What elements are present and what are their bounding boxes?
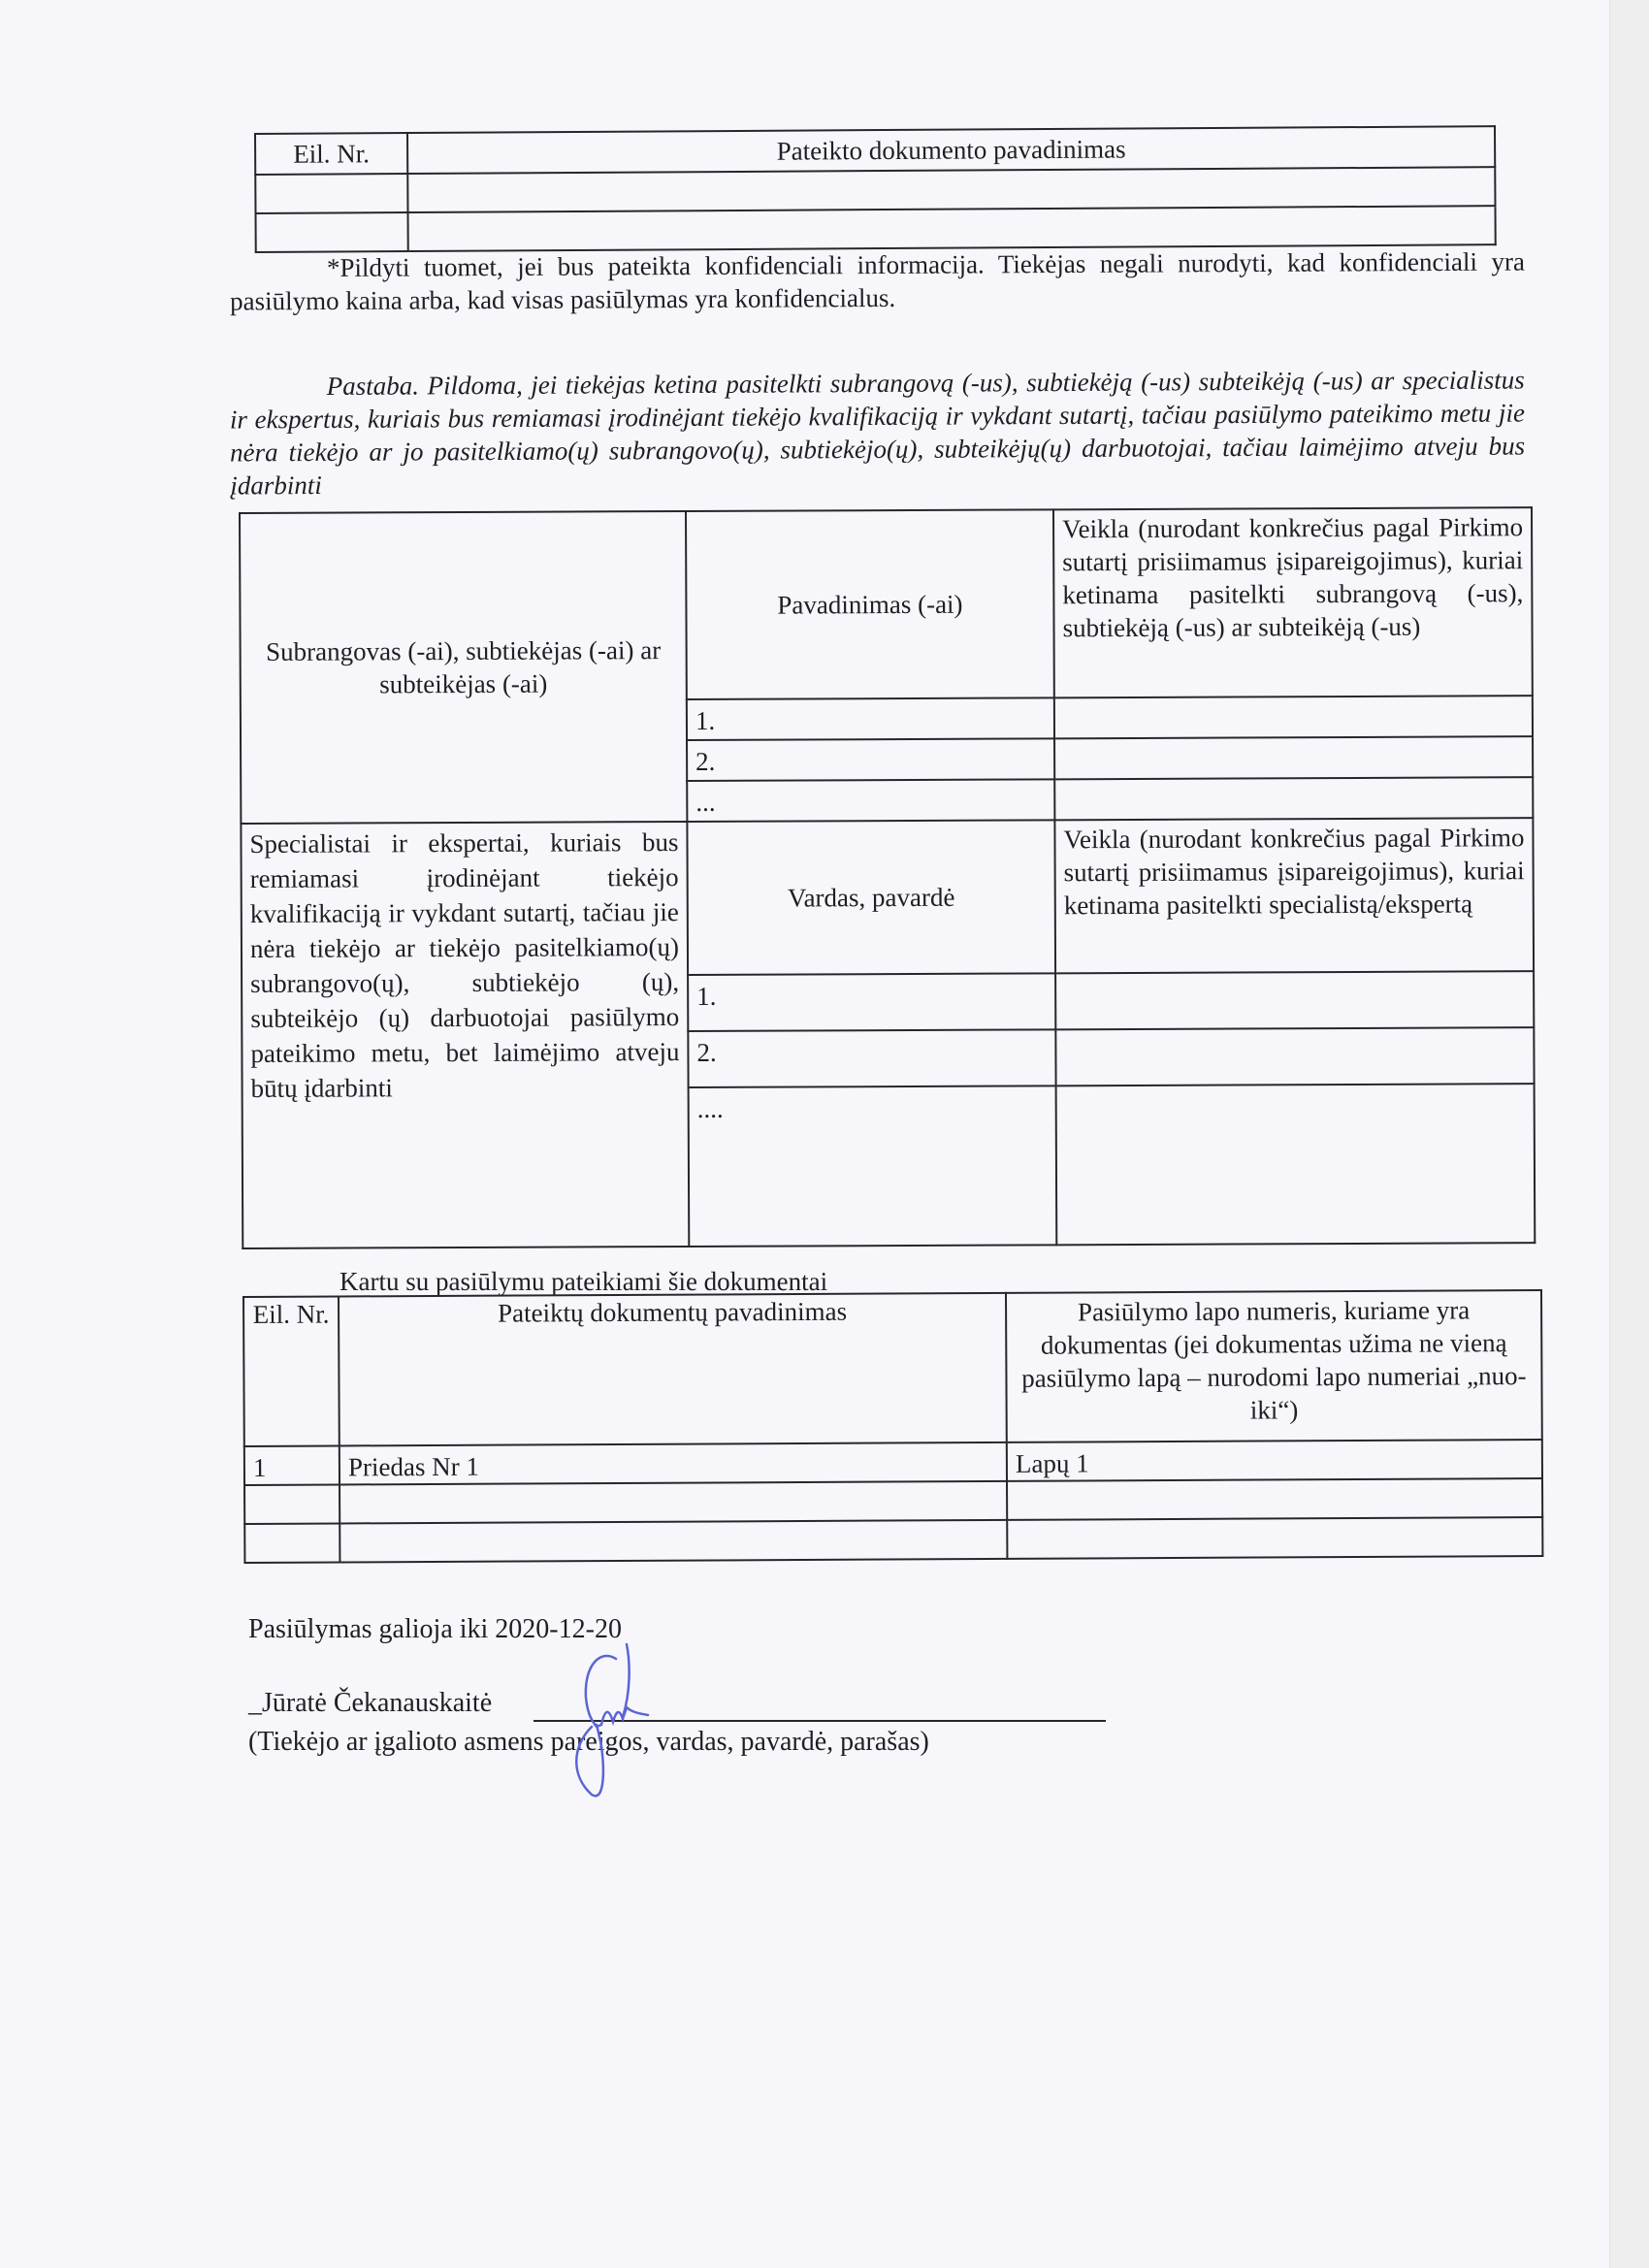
- subcontractor-header-row: [240, 507, 1533, 701]
- header-documents-name: Pateiktų dokumentų pavadinimas: [339, 1293, 1007, 1446]
- handwritten-signature-icon: [563, 1639, 698, 1804]
- header-eil-nr: Eil. Nr.: [243, 1296, 340, 1446]
- header-eil-nr: Eil. Nr.: [255, 133, 407, 175]
- cell-nr[interactable]: 1: [244, 1445, 340, 1485]
- submitted-documents-caption: Kartu su pasiūlymu pateikiami šie dokumentai: [340, 1267, 828, 1296]
- subcontractor-activity-cell[interactable]: [1054, 736, 1533, 779]
- specialist-name-cell[interactable]: 1.: [688, 973, 1055, 1031]
- subcontractor-name-cell[interactable]: ...: [687, 779, 1054, 822]
- signer-name: _Jūratė Čekanauskaitė: [248, 1688, 493, 1718]
- cell-page-number[interactable]: [1007, 1517, 1542, 1559]
- subcontractor-name-cell[interactable]: 2.: [687, 738, 1054, 781]
- specialist-activity-header: Veikla (nurodant konkrečius pagal Pirkimo sutartį prisiimamus įsipareigojimus), kuriai ketinama pasitelkti specialistą/ekspertą: [1054, 818, 1534, 973]
- subcontractor-activity-cell[interactable]: [1054, 777, 1533, 820]
- specialist-name-header: Vardas, pavardė: [687, 820, 1055, 975]
- header-page-number: Pasiūlymo lapo numeris, kuriame yra dokumentas (jei dokumentas užima ne vieną pasiūlymo lapą – nurodomi lapo numeriai „nuo-iki“): [1006, 1290, 1542, 1442]
- specialist-activity-cell[interactable]: [1055, 1027, 1534, 1085]
- cell-page-number[interactable]: [1007, 1478, 1542, 1520]
- cell-name[interactable]: [408, 206, 1496, 251]
- header-document-name: Pateikto dokumento pavadinimas: [407, 126, 1495, 174]
- scan-edge: [1609, 0, 1649, 2268]
- cell-document-name[interactable]: [340, 1520, 1007, 1563]
- confidential-note: [230, 245, 1525, 318]
- table-row: [244, 1517, 1542, 1563]
- specialist-activity-cell[interactable]: [1055, 971, 1534, 1029]
- cell-nr[interactable]: [244, 1523, 340, 1563]
- subcontractor-name-header: Pavadinimas (-ai): [686, 509, 1054, 699]
- cell-nr[interactable]: [256, 212, 408, 252]
- specialist-name-cell[interactable]: 2.: [688, 1029, 1055, 1087]
- subcontractor-activity-cell[interactable]: [1054, 696, 1533, 738]
- remark-text: Pastaba. Pildoma, jei tiekėjas ketina pasitelkti subrangovą (-us), subtiekėją (-us) subteikėją (-us) ar specialistus ir ekspertus, kuriais bus remiamasi įrodinėjant tiekėjo kvalifikaciją ir vykdant sutartį, tačiau pasiūlymo pateikimo metu jie nėra tiekėjo ar jo pasitelkiamo(ų) subrangovo(ų), subtiekėjo(ų), subteikėjų(ų) darbuotojai, tačiau laimėjimo atveju bus įdarbinti: [229, 365, 1526, 501]
- specialist-name-cell[interactable]: ....: [689, 1085, 1057, 1247]
- table-row: [244, 1440, 1542, 1485]
- offer-validity: Pasiūlymas galioja iki 2020-12-20: [248, 1614, 622, 1644]
- subcontractor-activity-header: Veikla (nurodant konkrečius pagal Pirkimo sutartį prisiimamus įsipareigojimus), kuriai ketinama pasitelkti subrangovą (-us), subtiekėją (-us) ar subteikėją (-us): [1053, 507, 1533, 697]
- subcontractors-specialists-table: [239, 506, 1536, 1249]
- cell-document-name[interactable]: Priedas Nr 1: [340, 1442, 1007, 1485]
- remark-paragraph: [230, 364, 1526, 502]
- cell-page-number[interactable]: Lapų 1: [1007, 1440, 1542, 1481]
- cell-name[interactable]: [407, 167, 1495, 212]
- submitted-documents-table: [242, 1289, 1543, 1564]
- subcontractor-name-cell[interactable]: 1.: [687, 697, 1054, 740]
- confidential-note-text: *Pildyti tuomet, jei bus pateikta konfidenciali informacija. Tiekėjas negali nurodyti, kad konfidenciali yra pasiūlymo kaina arba, kad visas pasiūlymas yra konfidencialus.: [230, 246, 1525, 316]
- confidential-documents-table: [254, 125, 1497, 253]
- cell-nr[interactable]: [255, 174, 407, 213]
- cell-nr[interactable]: [244, 1484, 340, 1524]
- specialist-label: Specialistai ir ekspertai, kuriais bus remiamasi įrodinėjant tiekėjo kvalifikaciją ir vykdant sutartį, tačiau jie nėra tiekėjo ar tiekėjo pasitelkiamo(ų) subrangovo(ų), subtiekėjo (ų), subteikėjo (ų) darbuotojai pasiūlymo pateikimo metu, bet laimėjimo atveju būtų įdarbinti: [241, 822, 689, 1248]
- signature-caption: (Tiekėjo ar įgalioto asmens pareigos, vardas, pavardė, parašas): [248, 1727, 929, 1757]
- cell-document-name[interactable]: [340, 1481, 1007, 1524]
- subcontractor-label: Subrangovas (-ai), subtiekėjas (-ai) ar subteikėjas (-ai): [240, 511, 687, 824]
- table-header-row: [243, 1290, 1542, 1446]
- specialist-activity-cell[interactable]: [1056, 1084, 1536, 1245]
- specialist-header-row: [241, 818, 1534, 977]
- table-row: [244, 1478, 1542, 1524]
